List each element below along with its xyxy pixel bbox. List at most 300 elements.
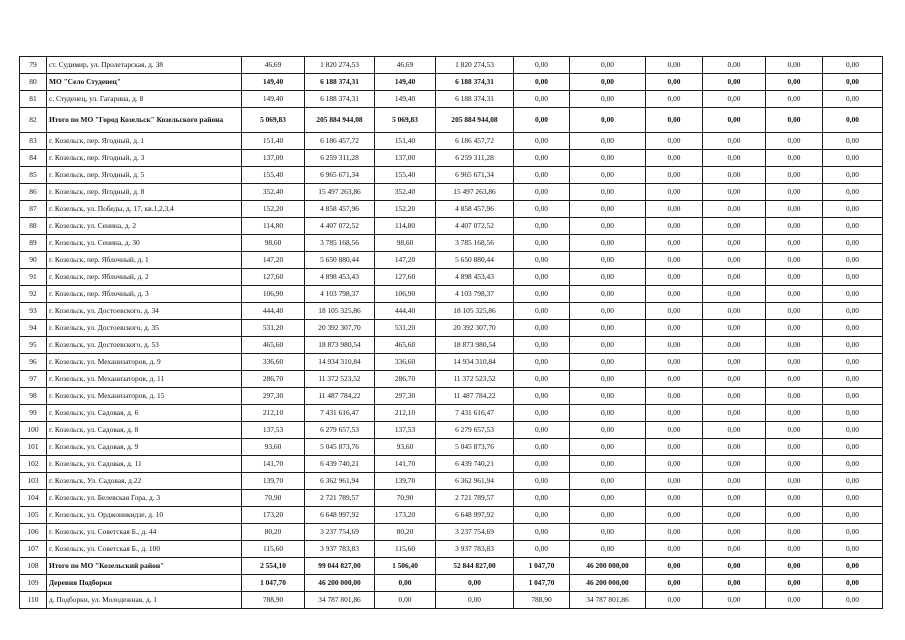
cost-part-1-cell: 6 259 311,28 [436, 150, 514, 167]
area-part-2-cell: 0,00 [514, 201, 570, 218]
area-part-4-cell: 0,00 [766, 337, 823, 354]
cost-part-3-cell: 0,00 [703, 201, 766, 218]
cost-total-cell: 4 103 798,37 [305, 286, 375, 303]
area-part-1-cell: 80,20 [375, 524, 436, 541]
area-part-4-cell: 0,00 [766, 57, 823, 74]
cost-total-cell: 14 934 310,84 [305, 354, 375, 371]
area-part-3-cell: 0,00 [646, 439, 703, 456]
cost-part-3-cell: 0,00 [703, 388, 766, 405]
area-total-cell: 286,70 [242, 371, 305, 388]
cost-part-2-cell: 34 787 801,86 [570, 592, 646, 609]
cost-part-1-cell: 20 392 307,70 [436, 320, 514, 337]
object-name-cell: г. Козельск, ул. Садовая, д. 8 [47, 422, 242, 439]
object-name-cell: г. Козельск, ул. Механизаторов, д. 11 [47, 371, 242, 388]
area-part-1-cell: 286,70 [375, 371, 436, 388]
area-part-3-cell: 0,00 [646, 354, 703, 371]
cost-part-1-cell: 4 858 457,96 [436, 201, 514, 218]
cost-part-4-cell: 0,00 [823, 422, 883, 439]
row-number-cell: 108 [20, 558, 47, 575]
cost-part-1-cell: 6 965 671,34 [436, 167, 514, 184]
cost-part-4-cell: 0,00 [823, 286, 883, 303]
cost-total-cell: 34 787 801,86 [305, 592, 375, 609]
area-part-1-cell: 106,90 [375, 286, 436, 303]
object-name-cell: г. Козельск, пер. Ягодный, д. 5 [47, 167, 242, 184]
area-total-cell: 46,69 [242, 57, 305, 74]
cost-part-1-cell: 6 362 961,94 [436, 473, 514, 490]
cost-part-4-cell: 0,00 [823, 150, 883, 167]
area-total-cell: 115,60 [242, 541, 305, 558]
cost-total-cell: 15 497 263,86 [305, 184, 375, 201]
cost-part-2-cell: 0,00 [570, 108, 646, 133]
area-part-4-cell: 0,00 [766, 575, 823, 592]
table-row [20, 252, 883, 269]
cost-part-2-cell: 0,00 [570, 337, 646, 354]
area-part-2-cell: 0,00 [514, 371, 570, 388]
area-part-1-cell: 115,60 [375, 541, 436, 558]
object-name-cell: МО "Село Студенец" [47, 74, 242, 91]
row-number-cell: 81 [20, 91, 47, 108]
cost-part-3-cell: 0,00 [703, 473, 766, 490]
area-part-2-cell: 0,00 [514, 473, 570, 490]
area-part-3-cell: 0,00 [646, 286, 703, 303]
area-part-3-cell: 0,00 [646, 473, 703, 490]
row-number-cell: 107 [20, 541, 47, 558]
area-part-1-cell: 151,40 [375, 133, 436, 150]
table-row [20, 507, 883, 524]
cost-part-1-cell: 6 279 657,53 [436, 422, 514, 439]
cost-total-cell: 6 279 657,53 [305, 422, 375, 439]
area-part-3-cell: 0,00 [646, 320, 703, 337]
area-part-4-cell: 0,00 [766, 167, 823, 184]
cost-part-2-cell: 0,00 [570, 303, 646, 320]
table-row [20, 405, 883, 422]
area-part-2-cell: 0,00 [514, 456, 570, 473]
area-part-3-cell: 0,00 [646, 592, 703, 609]
cost-total-cell: 3 785 168,56 [305, 235, 375, 252]
cost-part-4-cell: 0,00 [823, 473, 883, 490]
cost-part-2-cell: 0,00 [570, 167, 646, 184]
area-part-4-cell: 0,00 [766, 269, 823, 286]
area-part-2-cell: 0,00 [514, 235, 570, 252]
cost-part-4-cell: 0,00 [823, 252, 883, 269]
area-total-cell: 80,20 [242, 524, 305, 541]
row-number-cell: 110 [20, 592, 47, 609]
area-part-3-cell: 0,00 [646, 422, 703, 439]
area-part-2-cell: 0,00 [514, 269, 570, 286]
table-row [20, 422, 883, 439]
table-row [20, 354, 883, 371]
area-part-4-cell: 0,00 [766, 371, 823, 388]
area-part-4-cell: 0,00 [766, 303, 823, 320]
cost-part-1-cell: 4 898 453,43 [436, 269, 514, 286]
cost-part-2-cell: 0,00 [570, 286, 646, 303]
area-part-4-cell: 0,00 [766, 473, 823, 490]
area-part-4-cell: 0,00 [766, 558, 823, 575]
cost-part-2-cell: 0,00 [570, 91, 646, 108]
area-total-cell: 127,60 [242, 269, 305, 286]
cost-part-3-cell: 0,00 [703, 252, 766, 269]
cost-part-2-cell: 0,00 [570, 473, 646, 490]
row-number-cell: 96 [20, 354, 47, 371]
cost-part-2-cell: 0,00 [570, 405, 646, 422]
row-number-cell: 94 [20, 320, 47, 337]
area-part-3-cell: 0,00 [646, 507, 703, 524]
area-part-3-cell: 0,00 [646, 201, 703, 218]
area-part-1-cell: 212,10 [375, 405, 436, 422]
area-part-1-cell: 93,60 [375, 439, 436, 456]
area-part-2-cell: 0,00 [514, 388, 570, 405]
cost-part-1-cell: 6 186 457,72 [436, 133, 514, 150]
area-part-4-cell: 0,00 [766, 439, 823, 456]
cost-total-cell: 11 487 784,22 [305, 388, 375, 405]
area-part-2-cell: 0,00 [514, 507, 570, 524]
object-name-cell: г. Козельск, ул. Достоевского, д. 35 [47, 320, 242, 337]
area-total-cell: 114,80 [242, 218, 305, 235]
area-part-1-cell: 531,20 [375, 320, 436, 337]
cost-part-2-cell: 0,00 [570, 507, 646, 524]
area-part-2-cell: 0,00 [514, 91, 570, 108]
object-name-cell: г. Козельск, ул. Садовая, д. 11 [47, 456, 242, 473]
cost-total-cell: 46 200 000,00 [305, 575, 375, 592]
area-part-2-cell: 0,00 [514, 439, 570, 456]
table-row [20, 133, 883, 150]
row-number-cell: 88 [20, 218, 47, 235]
cost-part-4-cell: 0,00 [823, 133, 883, 150]
area-part-1-cell: 173,20 [375, 507, 436, 524]
area-part-4-cell: 0,00 [766, 252, 823, 269]
cost-total-cell: 4 858 457,96 [305, 201, 375, 218]
table-row [20, 575, 883, 592]
cost-part-4-cell: 0,00 [823, 490, 883, 507]
area-part-3-cell: 0,00 [646, 541, 703, 558]
row-number-cell: 83 [20, 133, 47, 150]
object-name-cell: Итого по МО "Город Козельск" Козельского района [47, 108, 242, 133]
table-row [20, 388, 883, 405]
object-name-cell: г. Козельск, пер. Яблочный, д. 3 [47, 286, 242, 303]
area-part-1-cell: 465,60 [375, 337, 436, 354]
cost-part-4-cell: 0,00 [823, 74, 883, 91]
cost-part-3-cell: 0,00 [703, 286, 766, 303]
cost-total-cell: 6 188 374,31 [305, 91, 375, 108]
area-part-1-cell: 149,40 [375, 74, 436, 91]
cost-part-2-cell: 0,00 [570, 269, 646, 286]
area-part-2-cell: 0,00 [514, 57, 570, 74]
area-part-3-cell: 0,00 [646, 218, 703, 235]
object-name-cell: г. Козельск, ул. Достоевского, д. 34 [47, 303, 242, 320]
area-part-4-cell: 0,00 [766, 507, 823, 524]
cost-part-2-cell: 0,00 [570, 133, 646, 150]
area-part-1-cell: 147,20 [375, 252, 436, 269]
row-number-cell: 84 [20, 150, 47, 167]
cost-total-cell: 2 721 789,57 [305, 490, 375, 507]
cost-part-1-cell: 3 937 783,83 [436, 541, 514, 558]
object-name-cell: г. Козельск, ул. Садовая, д. 6 [47, 405, 242, 422]
cost-part-1-cell: 5 045 873,76 [436, 439, 514, 456]
cost-part-4-cell: 0,00 [823, 439, 883, 456]
row-number-cell: 98 [20, 388, 47, 405]
area-part-1-cell: 149,40 [375, 91, 436, 108]
cost-part-2-cell: 0,00 [570, 150, 646, 167]
area-part-1-cell: 137,00 [375, 150, 436, 167]
area-total-cell: 98,60 [242, 235, 305, 252]
area-part-2-cell: 0,00 [514, 167, 570, 184]
area-part-4-cell: 0,00 [766, 320, 823, 337]
area-part-3-cell: 0,00 [646, 490, 703, 507]
cost-total-cell: 18 873 980,54 [305, 337, 375, 354]
area-part-3-cell: 0,00 [646, 558, 703, 575]
cost-part-4-cell: 0,00 [823, 354, 883, 371]
cost-part-4-cell: 0,00 [823, 108, 883, 133]
object-name-cell: г. Козельск, пер. Ягодный, д. 3 [47, 150, 242, 167]
area-total-cell: 788,90 [242, 592, 305, 609]
area-part-3-cell: 0,00 [646, 74, 703, 91]
area-part-4-cell: 0,00 [766, 133, 823, 150]
cost-part-1-cell: 11 487 784,22 [436, 388, 514, 405]
cost-part-3-cell: 0,00 [703, 439, 766, 456]
table-row [20, 371, 883, 388]
area-part-3-cell: 0,00 [646, 167, 703, 184]
area-part-2-cell: 0,00 [514, 150, 570, 167]
object-name-cell: г. Козельск, ул. Механизаторов, д. 9 [47, 354, 242, 371]
area-part-1-cell: 0,00 [375, 575, 436, 592]
area-part-2-cell: 788,90 [514, 592, 570, 609]
table-row [20, 235, 883, 252]
cost-total-cell: 6 439 740,21 [305, 456, 375, 473]
area-part-3-cell: 0,00 [646, 405, 703, 422]
cost-part-1-cell: 11 372 523,52 [436, 371, 514, 388]
area-part-3-cell: 0,00 [646, 371, 703, 388]
object-name-cell: г. Козельск, ул. Советская Б., д. 44 [47, 524, 242, 541]
area-total-cell: 531,20 [242, 320, 305, 337]
cost-part-3-cell: 0,00 [703, 541, 766, 558]
cost-part-3-cell: 0,00 [703, 405, 766, 422]
area-part-1-cell: 1 506,40 [375, 558, 436, 575]
cost-part-2-cell: 0,00 [570, 235, 646, 252]
area-part-1-cell: 336,60 [375, 354, 436, 371]
cost-part-2-cell: 0,00 [570, 320, 646, 337]
area-part-3-cell: 0,00 [646, 57, 703, 74]
cost-part-4-cell: 0,00 [823, 218, 883, 235]
table-row [20, 108, 883, 133]
area-total-cell: 297,30 [242, 388, 305, 405]
row-number-cell: 87 [20, 201, 47, 218]
cost-part-1-cell: 0,00 [436, 592, 514, 609]
cost-total-cell: 18 105 325,86 [305, 303, 375, 320]
area-total-cell: 155,40 [242, 167, 305, 184]
row-number-cell: 104 [20, 490, 47, 507]
cost-total-cell: 6 362 961,94 [305, 473, 375, 490]
data-table [19, 56, 883, 609]
cost-part-4-cell: 0,00 [823, 456, 883, 473]
area-part-1-cell: 155,40 [375, 167, 436, 184]
table-row [20, 320, 883, 337]
cost-part-3-cell: 0,00 [703, 269, 766, 286]
area-part-3-cell: 0,00 [646, 235, 703, 252]
table-body [20, 57, 883, 609]
cost-part-4-cell: 0,00 [823, 91, 883, 108]
area-part-1-cell: 114,80 [375, 218, 436, 235]
table-row [20, 57, 883, 74]
object-name-cell: г. Козельск, Ул. Садовая, д.22 [47, 473, 242, 490]
area-part-4-cell: 0,00 [766, 108, 823, 133]
object-name-cell: г. Козельск, пер. Яблочный, д. 2 [47, 269, 242, 286]
area-part-2-cell: 0,00 [514, 354, 570, 371]
cost-part-3-cell: 0,00 [703, 354, 766, 371]
cost-part-4-cell: 0,00 [823, 405, 883, 422]
cost-part-1-cell: 3 785 168,56 [436, 235, 514, 252]
area-total-cell: 149,40 [242, 74, 305, 91]
cost-total-cell: 99 044 827,00 [305, 558, 375, 575]
table-row [20, 592, 883, 609]
area-total-cell: 93,60 [242, 439, 305, 456]
cost-part-3-cell: 0,00 [703, 575, 766, 592]
object-name-cell: г. Козельск, пер. Ягодный, д. 8 [47, 184, 242, 201]
object-name-cell: г. Козельск, ул. Сенина, д. 30 [47, 235, 242, 252]
object-name-cell: ст. Судимир, ул. Пролетарская, д. 38 [47, 57, 242, 74]
object-name-cell: г. Козельск, ул. Советская Б., д. 100 [47, 541, 242, 558]
cost-part-3-cell: 0,00 [703, 218, 766, 235]
table-row [20, 218, 883, 235]
area-part-2-cell: 0,00 [514, 252, 570, 269]
cost-part-2-cell: 0,00 [570, 388, 646, 405]
area-part-1-cell: 0,00 [375, 592, 436, 609]
area-part-4-cell: 0,00 [766, 354, 823, 371]
area-part-1-cell: 127,60 [375, 269, 436, 286]
object-name-cell: д. Подборки, ул. Молодежная, д. 1 [47, 592, 242, 609]
area-total-cell: 5 069,83 [242, 108, 305, 133]
cost-part-2-cell: 0,00 [570, 184, 646, 201]
cost-part-3-cell: 0,00 [703, 108, 766, 133]
cost-part-1-cell: 4 407 072,52 [436, 218, 514, 235]
area-part-1-cell: 152,20 [375, 201, 436, 218]
cost-part-2-cell: 0,00 [570, 541, 646, 558]
area-total-cell: 1 047,70 [242, 575, 305, 592]
object-name-cell: с. Студенец, ул. Гагарина, д. 8 [47, 91, 242, 108]
cost-total-cell: 6 186 457,72 [305, 133, 375, 150]
area-part-2-cell: 0,00 [514, 74, 570, 91]
row-number-cell: 99 [20, 405, 47, 422]
table-row [20, 473, 883, 490]
cost-part-4-cell: 0,00 [823, 575, 883, 592]
area-total-cell: 149,40 [242, 91, 305, 108]
area-part-4-cell: 0,00 [766, 592, 823, 609]
area-part-1-cell: 70,90 [375, 490, 436, 507]
area-part-4-cell: 0,00 [766, 74, 823, 91]
area-part-4-cell: 0,00 [766, 490, 823, 507]
cost-total-cell: 20 392 307,70 [305, 320, 375, 337]
cost-total-cell: 7 431 616,47 [305, 405, 375, 422]
cost-part-2-cell: 0,00 [570, 490, 646, 507]
table-row [20, 439, 883, 456]
object-name-cell: г. Козельск, ул. Садовая, д. 9 [47, 439, 242, 456]
area-total-cell: 141,70 [242, 456, 305, 473]
area-total-cell: 137,53 [242, 422, 305, 439]
cost-part-1-cell: 52 844 827,00 [436, 558, 514, 575]
row-number-cell: 105 [20, 507, 47, 524]
cost-total-cell: 6 648 997,92 [305, 507, 375, 524]
cost-total-cell: 3 937 783,83 [305, 541, 375, 558]
area-part-4-cell: 0,00 [766, 388, 823, 405]
cost-part-4-cell: 0,00 [823, 303, 883, 320]
table-row [20, 286, 883, 303]
table-row [20, 91, 883, 108]
area-part-1-cell: 46,69 [375, 57, 436, 74]
cost-total-cell: 6 259 311,28 [305, 150, 375, 167]
area-total-cell: 173,20 [242, 507, 305, 524]
area-part-1-cell: 139,70 [375, 473, 436, 490]
object-name-cell: г. Козельск, ул. Механизаторов, д. 15 [47, 388, 242, 405]
table-row [20, 524, 883, 541]
cost-part-1-cell: 14 934 310,84 [436, 354, 514, 371]
cost-part-1-cell: 4 103 798,37 [436, 286, 514, 303]
table-row [20, 201, 883, 218]
area-part-4-cell: 0,00 [766, 218, 823, 235]
row-number-cell: 106 [20, 524, 47, 541]
cost-part-3-cell: 0,00 [703, 456, 766, 473]
table-row [20, 269, 883, 286]
area-part-1-cell: 444,40 [375, 303, 436, 320]
row-number-cell: 80 [20, 74, 47, 91]
cost-part-4-cell: 0,00 [823, 371, 883, 388]
cost-part-2-cell: 0,00 [570, 218, 646, 235]
area-part-3-cell: 0,00 [646, 337, 703, 354]
cost-total-cell: 4 898 453,43 [305, 269, 375, 286]
area-part-4-cell: 0,00 [766, 201, 823, 218]
cost-part-4-cell: 0,00 [823, 57, 883, 74]
object-name-cell: г. Козельск, ул. Сенина, д. 2 [47, 218, 242, 235]
cost-part-4-cell: 0,00 [823, 388, 883, 405]
cost-part-3-cell: 0,00 [703, 371, 766, 388]
table-row [20, 184, 883, 201]
area-total-cell: 336,60 [242, 354, 305, 371]
area-part-3-cell: 0,00 [646, 252, 703, 269]
area-part-2-cell: 0,00 [514, 422, 570, 439]
cost-part-4-cell: 0,00 [823, 167, 883, 184]
cost-part-1-cell: 0,00 [436, 575, 514, 592]
cost-part-1-cell: 205 884 944,08 [436, 108, 514, 133]
area-part-2-cell: 0,00 [514, 303, 570, 320]
cost-total-cell: 6 188 374,31 [305, 74, 375, 91]
row-number-cell: 82 [20, 108, 47, 133]
cost-part-4-cell: 0,00 [823, 235, 883, 252]
cost-total-cell: 11 372 523,52 [305, 371, 375, 388]
area-part-3-cell: 0,00 [646, 303, 703, 320]
cost-part-3-cell: 0,00 [703, 74, 766, 91]
cost-part-1-cell: 6 188 374,31 [436, 74, 514, 91]
area-part-1-cell: 352,40 [375, 184, 436, 201]
area-part-1-cell: 297,30 [375, 388, 436, 405]
area-part-3-cell: 0,00 [646, 91, 703, 108]
cost-part-2-cell: 0,00 [570, 439, 646, 456]
object-name-cell: Итого по МО "Козельский район" [47, 558, 242, 575]
object-name-cell: г. Козельск, ул. Достоевского, д. 53 [47, 337, 242, 354]
row-number-cell: 103 [20, 473, 47, 490]
cost-part-4-cell: 0,00 [823, 524, 883, 541]
cost-part-4-cell: 0,00 [823, 337, 883, 354]
cost-part-1-cell: 3 237 754,69 [436, 524, 514, 541]
cost-part-3-cell: 0,00 [703, 320, 766, 337]
cost-part-4-cell: 0,00 [823, 558, 883, 575]
area-part-4-cell: 0,00 [766, 422, 823, 439]
cost-part-4-cell: 0,00 [823, 541, 883, 558]
area-part-4-cell: 0,00 [766, 91, 823, 108]
row-number-cell: 109 [20, 575, 47, 592]
cost-part-3-cell: 0,00 [703, 592, 766, 609]
row-number-cell: 89 [20, 235, 47, 252]
table-row [20, 167, 883, 184]
cost-part-4-cell: 0,00 [823, 320, 883, 337]
cost-part-2-cell: 0,00 [570, 456, 646, 473]
